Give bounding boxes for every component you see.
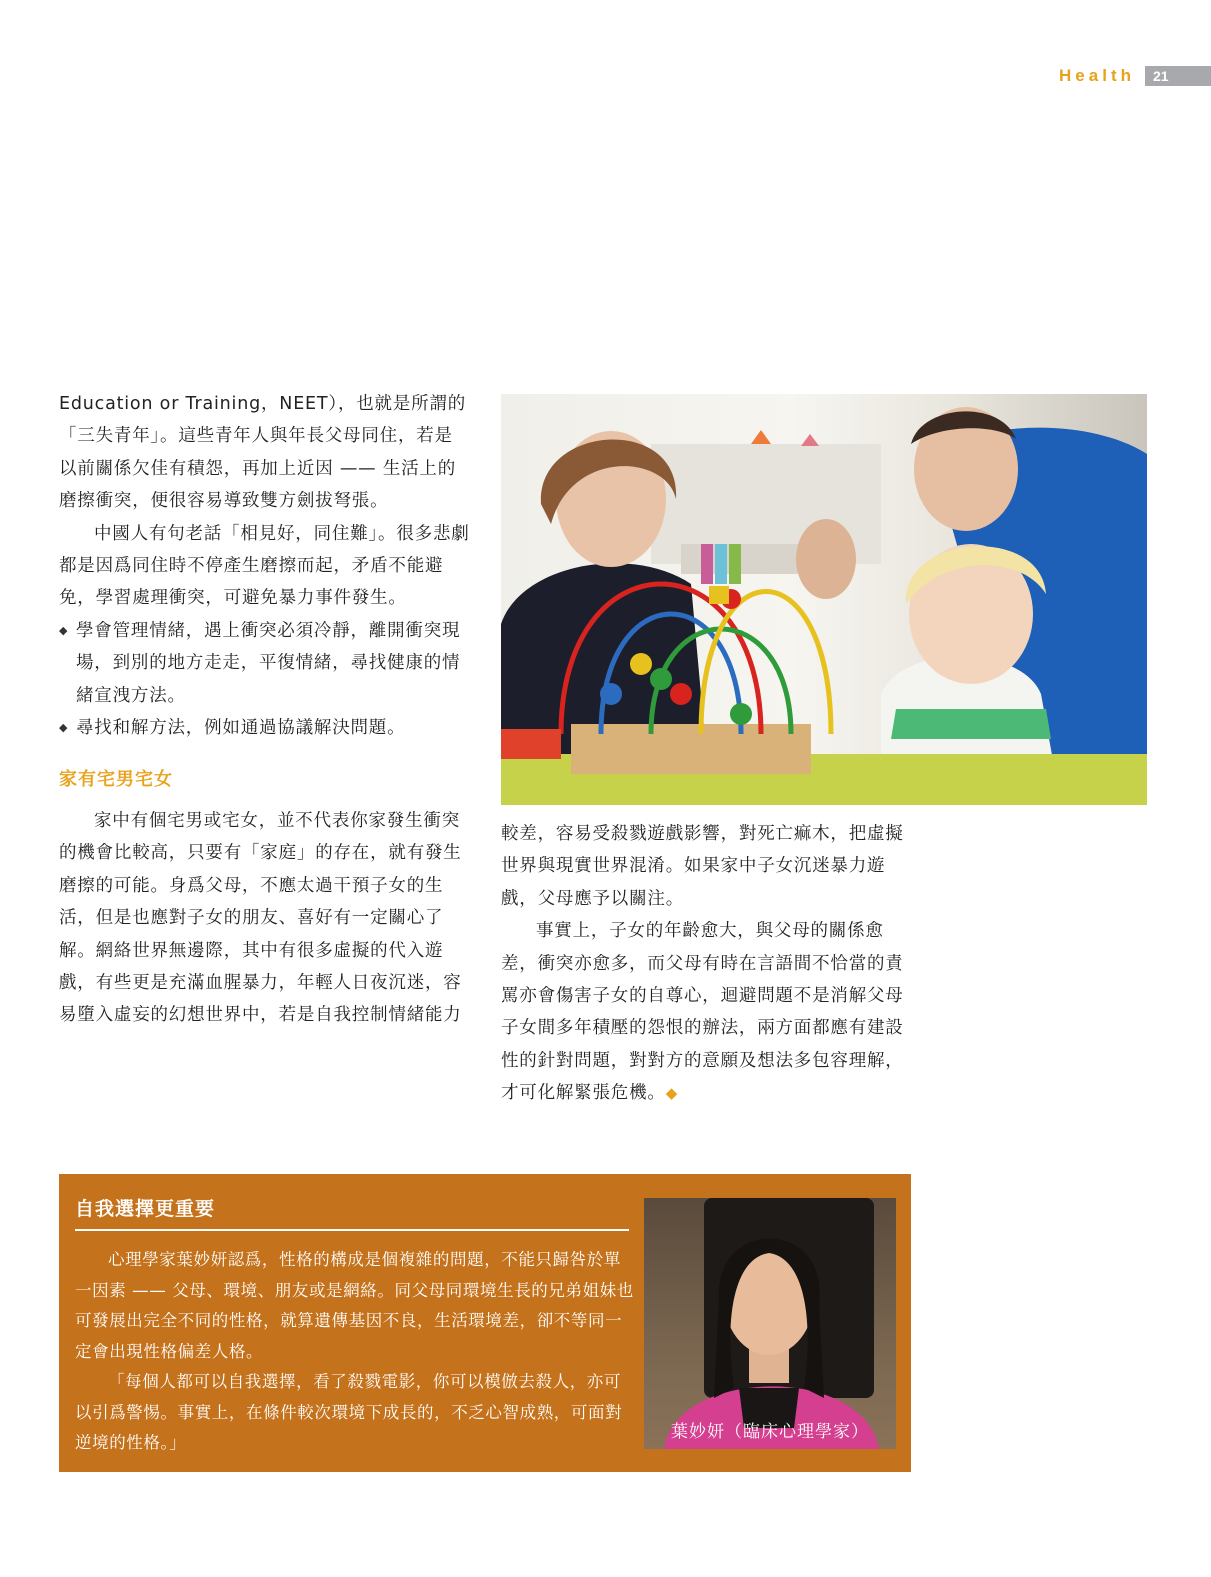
portrait-caption: 葉妙妍（臨床心理學家） <box>671 1422 869 1442</box>
section-subheading: 家有宅男宅女 <box>59 769 173 791</box>
family-play-photo <box>501 394 1147 805</box>
right-paragraph-1: 較差，容易受殺戮遊戲影響，對死亡痲木，把虛擬世界與現實世界混淆。如果家中子女沉迷暴力遊戲，父母應予以關注。 <box>501 824 904 909</box>
right-paragraph-2 <box>501 915 913 1109</box>
left-column <box>59 388 471 1032</box>
sidebar-body <box>75 1245 635 1459</box>
left-paragraph-3: 家中有個宅男或宅女，並不代表你家發生衝突的機會比較高，只要有「家庭」的存在，就有發生磨擦的可能。身爲父母，不應太過干預子女的生活，但是也應對子女的朋友、喜好有一定關心了解。網絡世界無邊際，其中有很多虛擬的代入遊戲，有些更是充滿血腥暴力，年輕人日夜沉迷，容易墮入虛妄的幻想世界中，若是自我控制情緒能力 <box>59 810 462 1026</box>
sidebar-paragraph-1: 心理學家葉妙妍認爲，性格的構成是個複雜的問題，不能只歸咎於單一因素 —— 父母、環境、朋友或是網絡。同父母同環境生長的兄弟姐妹也可發展出完全不同的性格，就算遺傳基因不良，生活環境差，卻不等同一定會出現性格偏差人格。 <box>75 1250 634 1361</box>
left-paragraph-1: Education or Training，NEET），也就是所謂的「三失青年」。這些青年人與年長父母同住，若是以前關係欠佳有積怨，再加上近因 —— 生活上的磨擦衝突，便很容易導致雙方劍拔弩張。 <box>59 394 467 512</box>
end-mark-icon: ◆ <box>665 1084 679 1103</box>
sidebar-title: 自我選擇更重要 <box>75 1198 216 1220</box>
diamond-bullet-icon: ◆ <box>59 623 69 637</box>
diamond-bullet-icon: ◆ <box>59 721 69 735</box>
right-column <box>501 818 913 1110</box>
sidebar-box <box>59 1174 911 1472</box>
left-paragraph-2: 中國人有句老話「相見好，同住難」。很多悲劇都是因爲同住時不停產生磨擦而起，矛盾不能避免，學習處理衝突，可避免暴力事件發生。 <box>59 523 470 609</box>
psychologist-portrait <box>644 1198 896 1449</box>
bullet-item <box>59 712 471 744</box>
page-number: 21 <box>1145 66 1211 86</box>
sidebar-divider <box>75 1229 629 1231</box>
bullet-text-2: 尋找和解方法，例如通過協議解決問題。 <box>76 718 406 739</box>
page-header <box>1059 66 1211 86</box>
photo-illustration <box>501 394 1147 805</box>
sidebar-paragraph-2: 「每個人都可以自我選擇，看了殺戮電影，你可以模倣去殺人，亦可以引爲警惕。事實上，在條件較次環境下成長的，不乏心智成熟，可面對逆境的性格。」 <box>75 1372 623 1452</box>
bullet-item <box>59 615 471 712</box>
section-label: Health <box>1059 66 1135 85</box>
portrait-illustration <box>644 1198 896 1449</box>
bullet-text-1: 學會管理情緒，遇上衝突必須冷靜，離開衝突現場，到別的地方走走，平復情緒，尋找健康的情緒宣洩方法。 <box>76 620 461 706</box>
right-paragraph-2-text: 事實上，子女的年齡愈大，與父母的關係愈差，衝突亦愈多，而父母有時在言語間不恰當的責罵亦會傷害子女的自尊心，迴避問題不是消解父母子女間多年積壓的怨恨的辦法，兩方面都應有建設性的針對問題，對對方的意願及想法多包容理解，才可化解緊張危機。 <box>501 921 904 1104</box>
